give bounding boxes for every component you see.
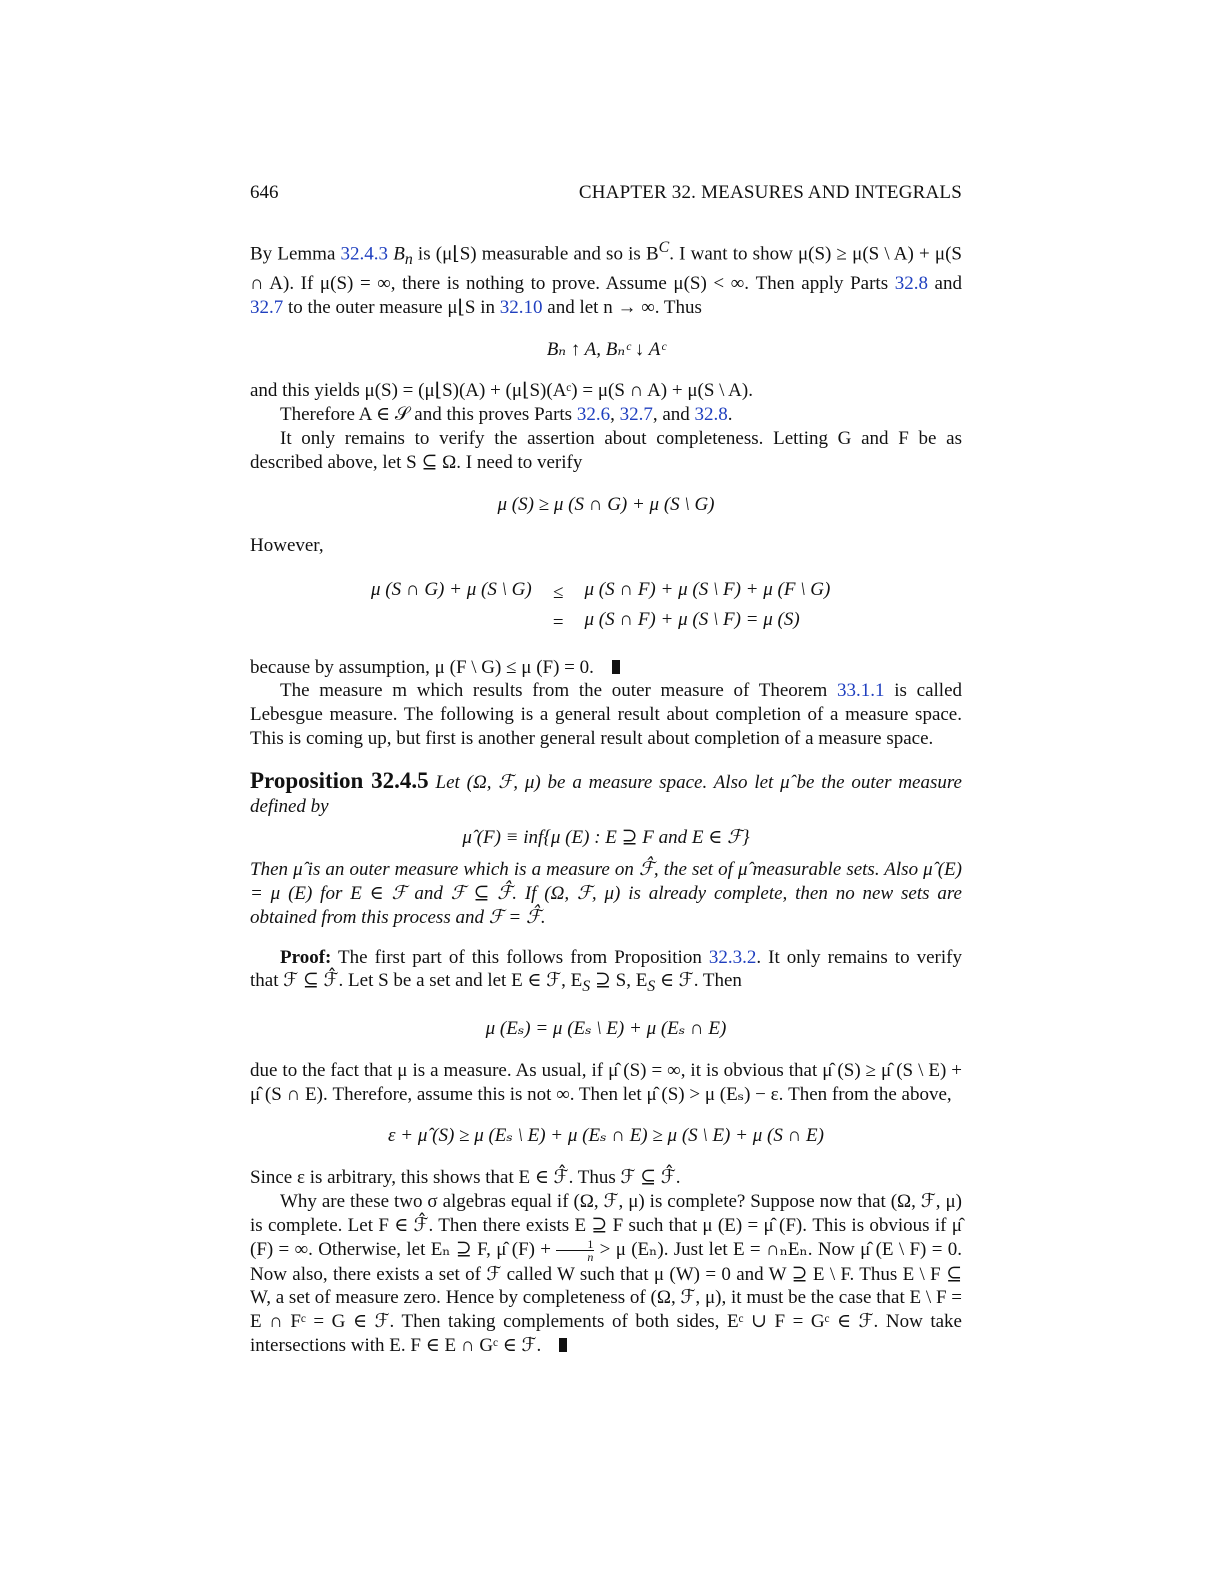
- chapter-title: CHAPTER 32. MEASURES AND INTEGRALS: [578, 182, 962, 203]
- qed-icon: [612, 660, 620, 674]
- aligned-row: [365, 608, 836, 638]
- text-fragment: .: [727, 404, 733, 426]
- fraction: [556, 1238, 594, 1263]
- aligned-operator: =: [551, 611, 565, 633]
- aligned-equations: [365, 578, 836, 638]
- aligned-operator: ≤: [552, 582, 564, 604]
- paragraph-6: [250, 656, 962, 680]
- text-fragment: By Lemma: [250, 243, 341, 265]
- fraction-numerator: 1: [556, 1238, 594, 1251]
- subscript: S: [647, 978, 656, 996]
- text-fragment: Why are these two σ algebras equal if (Ω, ℱ, μ) is complete? Suppose now that (Ω, ℱ, μ) is complete. Let F ∈ ℱ̂. Then there exists E ⊇ F such that μ (E) = μ̂ (F). This is obvious if μ̂ (F) = ∞. Otherwise, let Eₙ ⊇ F, μ̂ (F) +: [250, 1191, 962, 1260]
- aligned-rhs: μ (S ∩ F) + μ (S \ F) + μ (F \ G): [584, 579, 831, 601]
- page-number: 646: [250, 182, 279, 203]
- text-fragment: to the outer measure μ⌊S in: [283, 296, 500, 318]
- subscript: S: [582, 978, 591, 996]
- proposition-text: Let (Ω, ℱ, μ) be a measure space. Also let μ̂ be the outer measure defined by: [250, 771, 962, 817]
- paragraph-1: [250, 236, 962, 320]
- paragraph-3: [250, 403, 962, 427]
- text-fragment: . It only remains to verify that ℱ ⊆ ℱ̂. Let S be a set and let E ∈ ℱ, E: [250, 946, 962, 992]
- proposition-conclusion: Then μ̂ is an outer measure which is a measure on ℱ̂, the set of μ̂ measurable sets. Also μ̂ (E) = μ (E) for E ∈ ℱ and ℱ ⊆ ℱ̂. If (Ω, ℱ, μ) is already complete, then no new sets are obtained from this process and ℱ = ℱ̂.: [250, 859, 962, 928]
- text-fragment: and: [927, 272, 962, 294]
- proposition-title: Proposition 32.4.5: [250, 767, 429, 793]
- text-fragment: The measure m which results from the outer measure of Theorem: [280, 680, 838, 702]
- aligned-lhs: μ (S ∩ G) + μ (S \ G): [371, 579, 532, 601]
- equation-limits: Bₙ ↑ A, Bₙᶜ ↓ Aᶜ: [546, 338, 666, 360]
- paragraph-10: [250, 1190, 962, 1358]
- proof-label: Proof:: [280, 946, 332, 968]
- proposition-statement: [250, 769, 962, 819]
- link-part-32-8[interactable]: 32.8: [694, 404, 728, 426]
- fraction-denominator: n: [587, 1249, 594, 1264]
- text-fragment: Therefore A ∈ 𝒮 and this proves Parts: [280, 404, 577, 426]
- text-fragment: > μ (Eₙ). Just let E = ∩ₙEₙ. Now μ̂ (E \ F) = 0. Now also, there exists a set of ℱ called W such that μ (W) = 0 and W ⊇ E \ F. Thus E \ F ⊆ W, a set of measure zero. Hence by completeness of (Ω, ℱ, μ), it must be the case that E \ F = E ∩ Fᶜ = G ∈ ℱ. Then taking complements of both sides, Eᶜ ∪ F = Gᶜ ∈ ℱ. Now take intersections with E. F ∈ E ∩ Gᶜ ∈ ℱ.: [250, 1238, 962, 1357]
- text-fragment: ,: [610, 404, 620, 426]
- proof-paragraph-1: [250, 946, 962, 999]
- equation-verify: μ (S) ≥ μ (S ∩ G) + μ (S \ G): [497, 493, 715, 515]
- link-part-32-7[interactable]: 32.7: [250, 296, 284, 318]
- paragraph-8: due to the fact that μ is a measure. As usual, if μ̂ (S) = ∞, it is obvious that μ̂ (S) ≥ μ̂ (S \ E) + μ̂ (S ∩ E). Therefore, assume this is not ∞. Then let μ̂ (S) > μ (Eₛ) − ε. Then from the above,: [250, 1059, 962, 1105]
- link-part-32-6[interactable]: 32.6: [576, 404, 611, 426]
- text-fragment: . I want to show μ(S) ≥ μ(S \ A) + μ(S ∩ A). If μ(S) = ∞, there is nothing to prove. Assume μ(S) < ∞. Then apply Parts: [250, 243, 962, 294]
- paragraph-2: and this yields μ(S) = (μ⌊S)(A) + (μ⌊S)(Aᶜ) = μ(S ∩ A) + μ(S \ A).: [250, 380, 753, 402]
- text-fragment: The first part of this follows from Proposition: [331, 946, 709, 968]
- proposition-block: [250, 769, 962, 930]
- link-part-32-8[interactable]: 32.8: [894, 272, 928, 294]
- link-prop-32-3-2[interactable]: 32.3.2: [708, 946, 757, 968]
- page-body: [250, 236, 962, 1358]
- paragraph-4: It only remains to verify the assertion about completeness. Letting G and F be as described above, let S ⊆ Ω. I need to verify: [250, 427, 962, 473]
- text-fragment: is called Lebesgue measure. The following is a general result about completion of a measure space. This is coming up, but first is another general result about completion of a measure space.: [250, 680, 963, 750]
- text-fragment: is (μ⌊S) measurable and so is B: [412, 243, 659, 265]
- text-fragment: ∈ ℱ. Then: [655, 970, 742, 992]
- paragraph-9: Since ε is arbitrary, this shows that E ∈ ℱ̂. Thus ℱ ⊆ ℱ̂.: [250, 1167, 681, 1189]
- link-eq-32-10[interactable]: 32.10: [499, 296, 543, 318]
- text-fragment: ⊇ S, E: [590, 970, 648, 992]
- text-fragment: and let n → ∞. Thus: [542, 296, 702, 318]
- aligned-row: [365, 578, 836, 608]
- qed-icon: [559, 1338, 567, 1352]
- paragraph-5: However,: [250, 535, 324, 557]
- equation-measure-split: μ (Eₛ) = μ (Eₛ \ E) + μ (Eₛ ∩ E): [485, 1018, 727, 1040]
- equation-outer-measure: μ̂ (F) ≡ inf{μ (E) : E ⊇ F and E ∈ ℱ}: [462, 827, 750, 849]
- link-theorem-33-1-1[interactable]: 33.1.1: [837, 680, 885, 702]
- equation-epsilon: ε + μ̂ (S) ≥ μ (Eₛ \ E) + μ (Eₛ ∩ E) ≥ μ (S \ E) + μ (S ∩ E): [388, 1125, 824, 1147]
- text-fragment: , and: [652, 404, 695, 426]
- math-fragment: B: [388, 243, 405, 265]
- aligned-lhs: [365, 608, 538, 638]
- link-lemma-32-4-3[interactable]: 32.4.3: [340, 243, 389, 265]
- text-fragment: because by assumption, μ (F \ G) ≤ μ (F) = 0.: [250, 656, 594, 678]
- paragraph-7: [250, 679, 962, 750]
- aligned-rhs: μ (S ∩ F) + μ (S \ F) = μ (S): [584, 608, 800, 630]
- link-part-32-7[interactable]: 32.7: [619, 404, 653, 426]
- superscript: C: [658, 239, 670, 256]
- subscript: n: [404, 251, 413, 269]
